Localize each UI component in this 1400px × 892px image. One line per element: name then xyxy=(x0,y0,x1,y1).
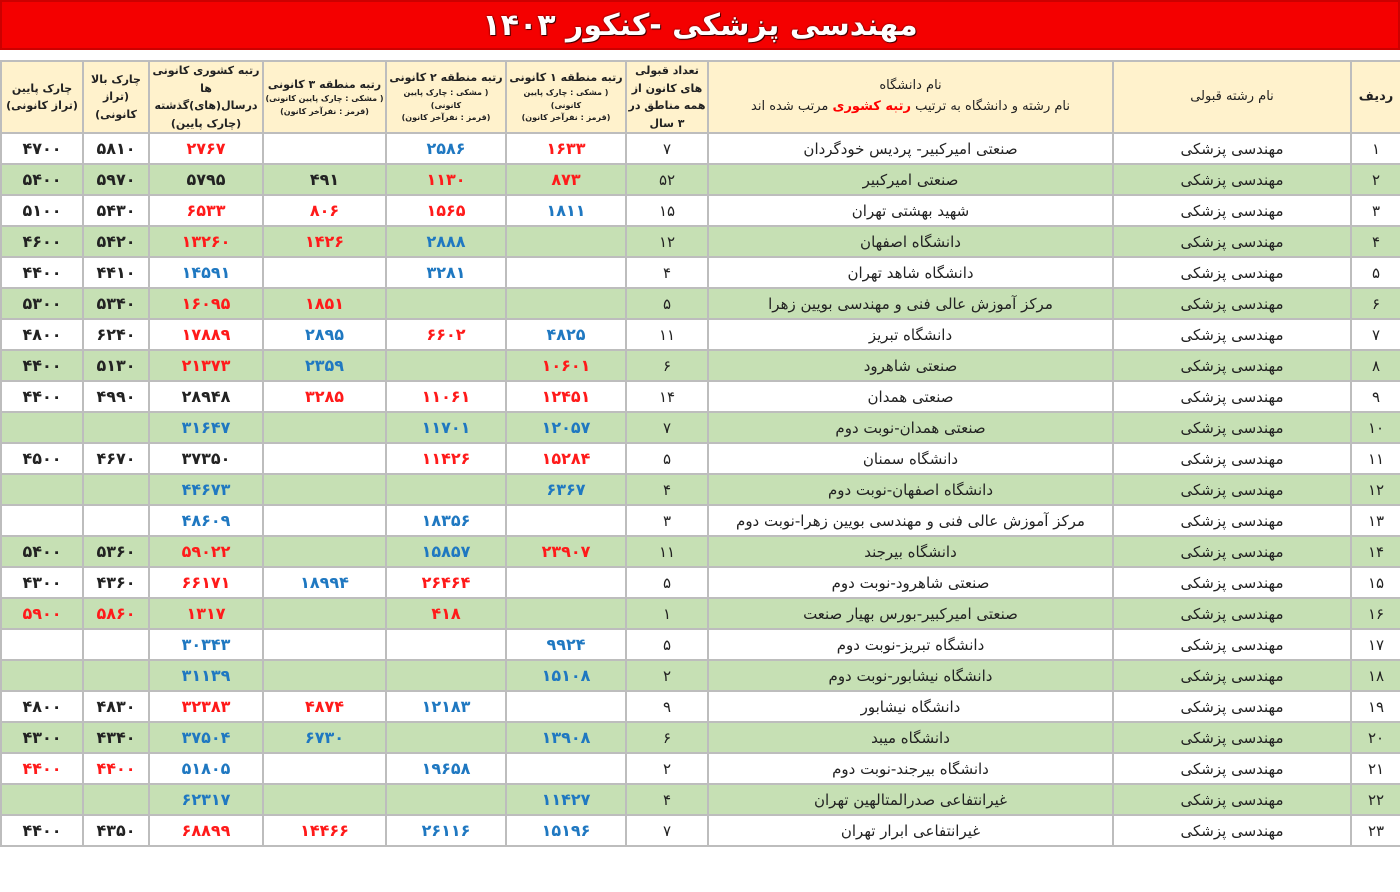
region1-rank-cell: ۱۱۴۲۷ xyxy=(506,784,626,815)
upper-quartile-cell: ۶۲۴۰ xyxy=(83,319,149,350)
lower-quartile-cell: ۴۸۰۰ xyxy=(1,691,83,722)
upper-quartile-cell: ۵۳۶۰ xyxy=(83,536,149,567)
major-cell: مهندسی پزشکی xyxy=(1113,660,1351,691)
count-cell: ۵ xyxy=(626,443,708,474)
table-row xyxy=(1,319,1400,350)
major-cell: مهندسی پزشکی xyxy=(1113,133,1351,164)
count-cell: ۱۴ xyxy=(626,381,708,412)
university-cell: دانشگاه شاهد تهران xyxy=(708,257,1113,288)
region2-rank-cell xyxy=(386,784,506,815)
table-row xyxy=(1,815,1400,846)
region1-rank-cell: ۱۲۴۵۱ xyxy=(506,381,626,412)
major-cell: مهندسی پزشکی xyxy=(1113,319,1351,350)
count-cell: ۱۱ xyxy=(626,319,708,350)
major-cell: مهندسی پزشکی xyxy=(1113,474,1351,505)
region3-rank-cell xyxy=(263,474,386,505)
lower-quartile-cell: ۴۶۰۰ xyxy=(1,226,83,257)
table-row xyxy=(1,133,1400,164)
lower-quartile-cell: ۴۴۰۰ xyxy=(1,350,83,381)
major-cell: مهندسی پزشکی xyxy=(1113,381,1351,412)
region3-rank-cell: ۱۴۴۶۶ xyxy=(263,815,386,846)
region3-rank-cell: ۸۰۶ xyxy=(263,195,386,226)
lower-quartile-cell: ۴۵۰۰ xyxy=(1,443,83,474)
region1-rank-cell: ۱۸۱۱ xyxy=(506,195,626,226)
upper-quartile-cell: ۴۴۱۰ xyxy=(83,257,149,288)
major-cell: مهندسی پزشکی xyxy=(1113,567,1351,598)
region2-rank-cell: ۱۱۳۰ xyxy=(386,164,506,195)
region1-rank-cell xyxy=(506,753,626,784)
row-number-cell: ۱۸ xyxy=(1351,660,1400,691)
row-number-cell: ۲۱ xyxy=(1351,753,1400,784)
region1-rank-cell: ۸۷۳ xyxy=(506,164,626,195)
count-cell: ۱۱ xyxy=(626,536,708,567)
region-note: (قرمز : نفرآخر کانون) xyxy=(521,113,611,123)
upper-quartile-cell xyxy=(83,629,149,660)
region3-rank-cell: ۴۹۱ xyxy=(263,164,386,195)
note-part: مرتب شده اند xyxy=(751,99,829,115)
upper-quartile-cell: ۵۳۴۰ xyxy=(83,288,149,319)
note-highlight: رتبه کشوری xyxy=(832,99,911,115)
lower-quartile-cell: ۴۷۰۰ xyxy=(1,133,83,164)
count-cell: ۴ xyxy=(626,474,708,505)
table-row xyxy=(1,536,1400,567)
region3-rank-cell: ۱۴۲۶ xyxy=(263,226,386,257)
region1-rank-cell xyxy=(506,691,626,722)
region2-rank-cell: ۱۵۶۵ xyxy=(386,195,506,226)
major-cell: مهندسی پزشکی xyxy=(1113,505,1351,536)
table-row xyxy=(1,195,1400,226)
university-cell: دانشگاه نیشابور xyxy=(708,691,1113,722)
table-row xyxy=(1,629,1400,660)
header-region2-title: رتبه منطقه ۲ کانونی xyxy=(389,71,503,85)
university-cell: دانشگاه بیرجند-نوبت دوم xyxy=(708,753,1113,784)
region3-rank-cell: ۳۲۸۵ xyxy=(263,381,386,412)
major-cell: مهندسی پزشکی xyxy=(1113,722,1351,753)
count-cell: ۹ xyxy=(626,691,708,722)
region1-rank-cell: ۱۵۱۹۶ xyxy=(506,815,626,846)
upper-quartile-cell: ۴۳۶۰ xyxy=(83,567,149,598)
row-number-cell: ۱۱ xyxy=(1351,443,1400,474)
university-cell: دانشگاه میبد xyxy=(708,722,1113,753)
header-row-number: ردیف xyxy=(1351,61,1400,133)
university-cell: صنعتی همدان xyxy=(708,381,1113,412)
lower-quartile-cell: ۵۹۰۰ xyxy=(1,598,83,629)
region1-rank-cell: ۱۰۶۰۱ xyxy=(506,350,626,381)
major-cell: مهندسی پزشکی xyxy=(1113,288,1351,319)
count-cell: ۷ xyxy=(626,133,708,164)
count-cell: ۱ xyxy=(626,598,708,629)
header-lower-b: (تراز کانونی) xyxy=(6,99,78,113)
lower-quartile-cell: ۴۴۰۰ xyxy=(1,257,83,288)
region3-rank-cell xyxy=(263,598,386,629)
lower-quartile-cell xyxy=(1,784,83,815)
region1-rank-cell xyxy=(506,288,626,319)
region2-rank-cell: ۱۱۷۰۱ xyxy=(386,412,506,443)
admissions-table xyxy=(0,60,1400,847)
count-cell: ۴ xyxy=(626,784,708,815)
lower-quartile-cell: ۴۴۰۰ xyxy=(1,753,83,784)
national-rank-cell: ۵۱۸۰۵ xyxy=(149,753,263,784)
header-major: نام رشته قبولی xyxy=(1113,61,1351,133)
table-row xyxy=(1,567,1400,598)
count-cell: ۳ xyxy=(626,505,708,536)
university-cell: صنعتی همدان-نوبت دوم xyxy=(708,412,1113,443)
region2-rank-cell: ۱۹۶۵۸ xyxy=(386,753,506,784)
upper-quartile-cell xyxy=(83,660,149,691)
region-note: ( مشکی : چارک پایین کانونی) xyxy=(523,87,609,110)
count-cell: ۵۲ xyxy=(626,164,708,195)
major-cell: مهندسی پزشکی xyxy=(1113,443,1351,474)
table-row xyxy=(1,164,1400,195)
page-title: مهندسی پزشکی -کنکور ۱۴۰۳ xyxy=(0,0,1400,50)
header-region2 xyxy=(386,61,506,133)
header-upper-a: چارک بالا xyxy=(91,72,141,86)
region2-rank-cell xyxy=(386,474,506,505)
region2-rank-cell: ۲۶۱۱۶ xyxy=(386,815,506,846)
region3-rank-cell: ۲۸۹۵ xyxy=(263,319,386,350)
national-rank-cell: ۳۱۶۴۷ xyxy=(149,412,263,443)
header-national xyxy=(149,61,263,133)
region2-rank-cell xyxy=(386,722,506,753)
major-cell: مهندسی پزشکی xyxy=(1113,164,1351,195)
table-row xyxy=(1,226,1400,257)
row-number-cell: ۹ xyxy=(1351,381,1400,412)
header-national-c: (چارک پایین) xyxy=(170,116,242,130)
region3-rank-cell xyxy=(263,784,386,815)
region2-rank-cell: ۳۲۸۱ xyxy=(386,257,506,288)
region3-rank-cell xyxy=(263,753,386,784)
table-row xyxy=(1,443,1400,474)
lower-quartile-cell: ۴۴۰۰ xyxy=(1,815,83,846)
region1-rank-cell: ۱۵۱۰۸ xyxy=(506,660,626,691)
header-region1 xyxy=(506,61,626,133)
region1-rank-cell: ۹۹۲۴ xyxy=(506,629,626,660)
national-rank-cell: ۶۲۳۱۷ xyxy=(149,784,263,815)
region3-rank-cell: ۱۸۵۱ xyxy=(263,288,386,319)
upper-quartile-cell xyxy=(83,505,149,536)
major-cell: مهندسی پزشکی xyxy=(1113,226,1351,257)
national-rank-cell: ۶۵۳۳ xyxy=(149,195,263,226)
national-rank-cell: ۲۸۹۴۸ xyxy=(149,381,263,412)
lower-quartile-cell xyxy=(1,660,83,691)
major-cell: مهندسی پزشکی xyxy=(1113,536,1351,567)
lower-quartile-cell xyxy=(1,629,83,660)
major-cell: مهندسی پزشکی xyxy=(1113,691,1351,722)
major-cell: مهندسی پزشکی xyxy=(1113,195,1351,226)
header-region1-title: رتبه منطقه ۱ کانونی xyxy=(509,71,623,85)
national-rank-cell: ۴۴۶۷۳ xyxy=(149,474,263,505)
major-cell: مهندسی پزشکی xyxy=(1113,598,1351,629)
upper-quartile-cell xyxy=(83,474,149,505)
university-cell: مرکز آموزش عالی فنی و مهندسی بویین زهرا xyxy=(708,288,1113,319)
table-row xyxy=(1,753,1400,784)
row-number-cell: ۲ xyxy=(1351,164,1400,195)
count-cell: ۲ xyxy=(626,660,708,691)
table-row xyxy=(1,598,1400,629)
table-header-row xyxy=(1,61,1400,133)
university-cell: دانشگاه اصفهان-نوبت دوم xyxy=(708,474,1113,505)
national-rank-cell: ۳۲۳۸۳ xyxy=(149,691,263,722)
region1-rank-cell: ۱۵۲۸۴ xyxy=(506,443,626,474)
region3-rank-cell xyxy=(263,660,386,691)
national-rank-cell: ۲۷۶۷ xyxy=(149,133,263,164)
row-number-cell: ۵ xyxy=(1351,257,1400,288)
region2-rank-cell xyxy=(386,288,506,319)
row-number-cell: ۱۲ xyxy=(1351,474,1400,505)
lower-quartile-cell: ۴۸۰۰ xyxy=(1,319,83,350)
upper-quartile-cell: ۵۴۲۰ xyxy=(83,226,149,257)
upper-quartile-cell: ۵۸۱۰ xyxy=(83,133,149,164)
header-lower-a: چارک پایین xyxy=(11,81,73,95)
upper-quartile-cell xyxy=(83,412,149,443)
header-lower-quartile xyxy=(1,61,83,133)
region1-rank-cell: ۱۳۹۰۸ xyxy=(506,722,626,753)
header-university-title: نام دانشگاه xyxy=(879,78,942,94)
university-cell: دانشگاه سمنان xyxy=(708,443,1113,474)
region1-rank-cell: ۴۸۲۵ xyxy=(506,319,626,350)
region3-rank-cell: ۱۸۹۹۴ xyxy=(263,567,386,598)
region-note: (قرمز : نفرآخر کانون) xyxy=(280,106,369,116)
count-cell: ۵ xyxy=(626,629,708,660)
region2-rank-cell: ۶۶۰۲ xyxy=(386,319,506,350)
region3-rank-cell: ۲۳۵۹ xyxy=(263,350,386,381)
university-cell: دانشگاه بیرجند xyxy=(708,536,1113,567)
national-rank-cell: ۳۷۳۵۰ xyxy=(149,443,263,474)
region3-rank-cell xyxy=(263,536,386,567)
region1-rank-cell xyxy=(506,226,626,257)
region2-rank-cell: ۲۶۴۶۴ xyxy=(386,567,506,598)
header-upper-b: (تراز کانونی) xyxy=(95,90,137,121)
region2-rank-cell xyxy=(386,660,506,691)
row-number-cell: ۲۰ xyxy=(1351,722,1400,753)
university-cell: صنعتی امیرکبیر- پردیس خودگردان xyxy=(708,133,1113,164)
national-rank-cell: ۳۷۵۰۴ xyxy=(149,722,263,753)
table-row xyxy=(1,288,1400,319)
university-cell: دانشگاه تبریز xyxy=(708,319,1113,350)
major-cell: مهندسی پزشکی xyxy=(1113,784,1351,815)
count-cell: ۶ xyxy=(626,722,708,753)
university-cell: صنعتی شاهرود-نوبت دوم xyxy=(708,567,1113,598)
region2-rank-cell xyxy=(386,350,506,381)
region2-rank-cell: ۴۱۸ xyxy=(386,598,506,629)
row-number-cell: ۱۳ xyxy=(1351,505,1400,536)
national-rank-cell: ۱۴۵۹۱ xyxy=(149,257,263,288)
upper-quartile-cell: ۵۸۶۰ xyxy=(83,598,149,629)
table-row xyxy=(1,660,1400,691)
count-cell: ۵ xyxy=(626,567,708,598)
header-region3-title: رتبه منطقه ۳ کانونی xyxy=(267,77,382,91)
region3-rank-cell xyxy=(263,257,386,288)
region3-rank-cell xyxy=(263,133,386,164)
national-rank-cell: ۳۰۳۴۳ xyxy=(149,629,263,660)
row-number-cell: ۱۵ xyxy=(1351,567,1400,598)
row-number-cell: ۶ xyxy=(1351,288,1400,319)
university-cell: دانشگاه اصفهان xyxy=(708,226,1113,257)
university-cell: غیرانتفاعی ابرار تهران xyxy=(708,815,1113,846)
region2-rank-cell: ۲۵۸۶ xyxy=(386,133,506,164)
row-number-cell: ۷ xyxy=(1351,319,1400,350)
lower-quartile-cell: ۵۴۰۰ xyxy=(1,536,83,567)
national-rank-cell: ۱۶۰۹۵ xyxy=(149,288,263,319)
count-cell: ۷ xyxy=(626,412,708,443)
region2-rank-cell: ۲۸۸۸ xyxy=(386,226,506,257)
region-note: (قرمز : نفرآخر کانون) xyxy=(401,113,491,123)
lower-quartile-cell xyxy=(1,474,83,505)
lower-quartile-cell xyxy=(1,505,83,536)
university-cell: مرکز آموزش عالی فنی و مهندسی بویین زهرا-نوبت دوم xyxy=(708,505,1113,536)
region3-rank-cell xyxy=(263,505,386,536)
national-rank-cell: ۶۶۱۷۱ xyxy=(149,567,263,598)
lower-quartile-cell: ۵۱۰۰ xyxy=(1,195,83,226)
region1-rank-cell: ۲۳۹۰۷ xyxy=(506,536,626,567)
table-row xyxy=(1,257,1400,288)
header-region3 xyxy=(263,61,386,133)
national-rank-cell: ۴۸۶۰۹ xyxy=(149,505,263,536)
region2-rank-cell: ۱۲۱۸۳ xyxy=(386,691,506,722)
header-count: تعداد قبولی های کانون از همه مناطق در ۳ سال xyxy=(626,61,708,133)
university-cell: صنعتی شاهرود xyxy=(708,350,1113,381)
count-cell: ۴ xyxy=(626,257,708,288)
national-rank-cell: ۳۱۱۳۹ xyxy=(149,660,263,691)
lower-quartile-cell: ۵۳۰۰ xyxy=(1,288,83,319)
region3-rank-cell xyxy=(263,412,386,443)
table-row xyxy=(1,381,1400,412)
region1-rank-cell xyxy=(506,505,626,536)
header-national-a: رتبه کشوری کانونی ها xyxy=(152,64,260,95)
national-rank-cell: ۲۱۳۷۳ xyxy=(149,350,263,381)
university-cell: صنعتی امیرکبیر xyxy=(708,164,1113,195)
region1-rank-cell: ۱۶۳۳ xyxy=(506,133,626,164)
row-number-cell: ۳ xyxy=(1351,195,1400,226)
header-university-note xyxy=(709,97,1112,118)
table-row xyxy=(1,412,1400,443)
region1-rank-cell: ۶۳۶۷ xyxy=(506,474,626,505)
region-note: ( مشکی : چارک پایین کانونی) xyxy=(403,87,489,110)
row-number-cell: ۸ xyxy=(1351,350,1400,381)
region3-rank-cell: ۴۸۷۴ xyxy=(263,691,386,722)
region1-rank-cell xyxy=(506,567,626,598)
table-body xyxy=(1,133,1400,846)
region2-rank-cell: ۱۸۳۵۶ xyxy=(386,505,506,536)
row-number-cell: ۲۳ xyxy=(1351,815,1400,846)
national-rank-cell: ۶۸۸۹۹ xyxy=(149,815,263,846)
upper-quartile-cell xyxy=(83,784,149,815)
university-cell: دانشگاه نیشابور-نوبت دوم xyxy=(708,660,1113,691)
row-number-cell: ۱ xyxy=(1351,133,1400,164)
row-number-cell: ۲۲ xyxy=(1351,784,1400,815)
row-number-cell: ۱۹ xyxy=(1351,691,1400,722)
count-cell: ۱۵ xyxy=(626,195,708,226)
upper-quartile-cell: ۵۱۳۰ xyxy=(83,350,149,381)
upper-quartile-cell: ۵۴۳۰ xyxy=(83,195,149,226)
region3-rank-cell: ۶۷۳۰ xyxy=(263,722,386,753)
national-rank-cell: ۱۳۱۷ xyxy=(149,598,263,629)
region2-rank-cell: ۱۵۸۵۷ xyxy=(386,536,506,567)
note-part: نام رشته و دانشگاه به ترتیب xyxy=(915,99,1070,115)
university-cell: صنعتی امیرکبیر-بورس بهیار صنعت xyxy=(708,598,1113,629)
region3-rank-cell xyxy=(263,629,386,660)
row-number-cell: ۱۶ xyxy=(1351,598,1400,629)
lower-quartile-cell: ۵۴۰۰ xyxy=(1,164,83,195)
table-row xyxy=(1,722,1400,753)
national-rank-cell: ۱۳۲۶۰ xyxy=(149,226,263,257)
university-cell: غیرانتفاعی صدرالمتالهین تهران xyxy=(708,784,1113,815)
upper-quartile-cell: ۴۳۵۰ xyxy=(83,815,149,846)
upper-quartile-cell: ۴۶۷۰ xyxy=(83,443,149,474)
region2-rank-cell: ۱۱۰۶۱ xyxy=(386,381,506,412)
header-upper-quartile xyxy=(83,61,149,133)
major-cell: مهندسی پزشکی xyxy=(1113,753,1351,784)
major-cell: مهندسی پزشکی xyxy=(1113,629,1351,660)
upper-quartile-cell: ۴۸۳۰ xyxy=(83,691,149,722)
region-note: ( مشکی : چارک پایین کانونی) xyxy=(265,94,384,104)
lower-quartile-cell: ۴۳۰۰ xyxy=(1,722,83,753)
region1-rank-cell xyxy=(506,598,626,629)
table-row xyxy=(1,691,1400,722)
row-number-cell: ۴ xyxy=(1351,226,1400,257)
count-cell: ۷ xyxy=(626,815,708,846)
region3-rank-cell xyxy=(263,443,386,474)
upper-quartile-cell: ۴۳۴۰ xyxy=(83,722,149,753)
row-number-cell: ۱۷ xyxy=(1351,629,1400,660)
table-row xyxy=(1,505,1400,536)
national-rank-cell: ۵۷۹۵ xyxy=(149,164,263,195)
count-cell: ۱۲ xyxy=(626,226,708,257)
row-number-cell: ۱۴ xyxy=(1351,536,1400,567)
row-number-cell: ۱۰ xyxy=(1351,412,1400,443)
lower-quartile-cell: ۴۴۰۰ xyxy=(1,381,83,412)
lower-quartile-cell: ۴۳۰۰ xyxy=(1,567,83,598)
table-row xyxy=(1,474,1400,505)
major-cell: مهندسی پزشکی xyxy=(1113,815,1351,846)
upper-quartile-cell: ۴۴۰۰ xyxy=(83,753,149,784)
region2-rank-cell: ۱۱۴۲۶ xyxy=(386,443,506,474)
major-cell: مهندسی پزشکی xyxy=(1113,257,1351,288)
header-university xyxy=(708,61,1113,133)
region1-rank-cell xyxy=(506,257,626,288)
university-cell: شهید بهشتی تهران xyxy=(708,195,1113,226)
major-cell: مهندسی پزشکی xyxy=(1113,350,1351,381)
count-cell: ۲ xyxy=(626,753,708,784)
table-row xyxy=(1,350,1400,381)
count-cell: ۶ xyxy=(626,350,708,381)
region1-rank-cell: ۱۲۰۵۷ xyxy=(506,412,626,443)
header-national-b: درسال(های)گذشته xyxy=(154,99,258,113)
count-cell: ۵ xyxy=(626,288,708,319)
lower-quartile-cell xyxy=(1,412,83,443)
region2-rank-cell xyxy=(386,629,506,660)
university-cell: دانشگاه تبریز-نوبت دوم xyxy=(708,629,1113,660)
upper-quartile-cell: ۴۹۹۰ xyxy=(83,381,149,412)
major-cell: مهندسی پزشکی xyxy=(1113,412,1351,443)
national-rank-cell: ۱۷۸۸۹ xyxy=(149,319,263,350)
national-rank-cell: ۵۹۰۲۲ xyxy=(149,536,263,567)
table-row xyxy=(1,784,1400,815)
upper-quartile-cell: ۵۹۷۰ xyxy=(83,164,149,195)
